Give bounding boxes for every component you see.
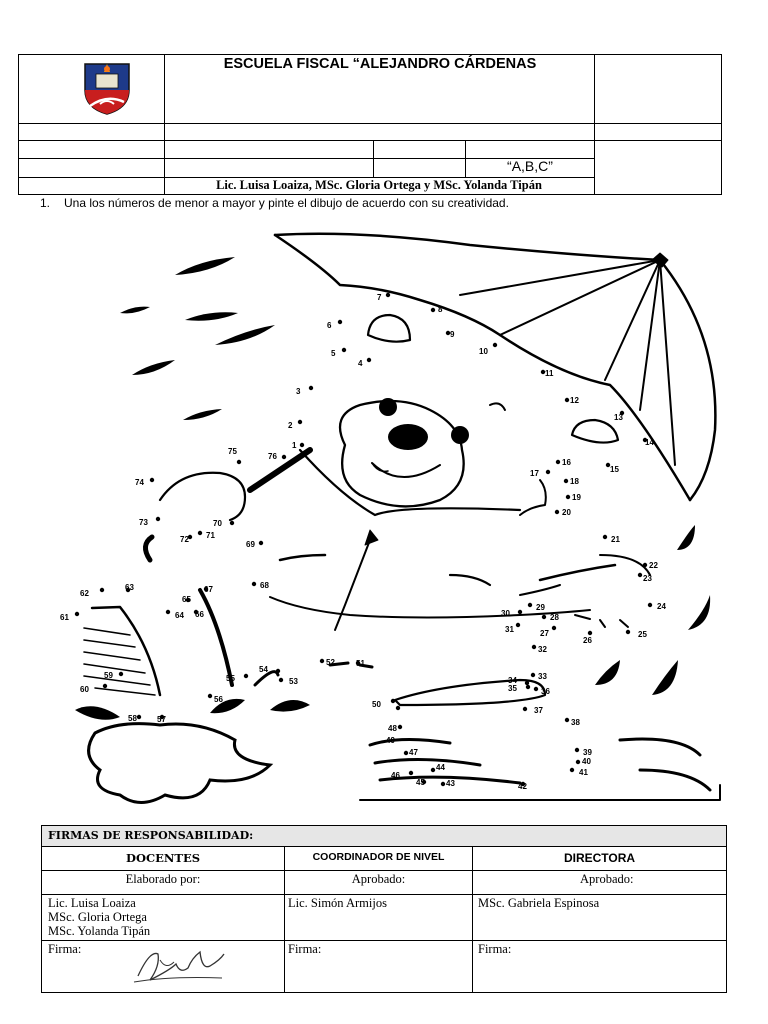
dot-label: 70 xyxy=(213,519,222,528)
dot-label: 18 xyxy=(570,477,579,486)
dot-point xyxy=(409,771,413,775)
splash xyxy=(270,700,310,712)
dot-label: 12 xyxy=(570,396,579,405)
dot-point xyxy=(518,610,522,614)
dot-point xyxy=(566,495,570,499)
header-divider xyxy=(594,54,595,195)
dot-point xyxy=(575,748,579,752)
parallels-label: “A,B,C” xyxy=(507,158,553,174)
dot-label: 49 xyxy=(386,736,395,745)
dot-label: 46 xyxy=(391,771,400,780)
raindrop xyxy=(183,409,222,420)
docente-name: MSc. Yolanda Tipán xyxy=(48,924,151,938)
dot-point xyxy=(565,398,569,402)
dot-label: 39 xyxy=(583,748,592,757)
docente-name: MSc. Gloria Ortega xyxy=(48,910,147,924)
dot-point xyxy=(198,531,202,535)
authors-line: Lic. Luisa Loaiza, MSc. Gloria Ortega y MSc. Yolanda Tipán xyxy=(216,178,542,192)
dot-label: 17 xyxy=(530,469,539,478)
dot-label: 5 xyxy=(331,349,336,358)
dot-point xyxy=(396,706,400,710)
dot-label: 29 xyxy=(536,603,545,612)
dot-label: 24 xyxy=(657,602,666,611)
dot-point xyxy=(386,293,390,297)
dot-point xyxy=(523,707,527,711)
instruction-text: Una los números de menor a mayor y pinte el dibujo de acuerdo con su creatividad. xyxy=(64,196,509,210)
dot-label: 34 xyxy=(508,676,517,685)
dot-label: 63 xyxy=(125,583,134,592)
firma-label: Firma: xyxy=(478,942,512,956)
coordinador-name: Lic. Simón Armijos xyxy=(288,896,387,910)
dot-label: 22 xyxy=(649,561,658,570)
dot-label: 19 xyxy=(572,493,581,502)
instruction-number: 1. xyxy=(40,196,51,210)
dot-label: 40 xyxy=(582,757,591,766)
dot-label: 7 xyxy=(377,293,382,302)
directora-name: MSc. Gabriela Espinosa xyxy=(478,896,600,910)
dot-label: 9 xyxy=(450,330,455,339)
coat-fold xyxy=(620,620,628,627)
dot-point xyxy=(237,460,241,464)
docente-name: Lic. Luisa Loaiza xyxy=(48,896,136,910)
dot-point xyxy=(431,308,435,312)
dot-point xyxy=(298,420,302,424)
raindrop xyxy=(652,660,678,695)
puddle-ripple xyxy=(375,759,480,765)
dot-point xyxy=(532,645,536,649)
dot-label: 48 xyxy=(388,724,397,733)
dot-point xyxy=(555,510,559,514)
splash xyxy=(75,706,120,719)
dot-label: 16 xyxy=(562,458,571,467)
bear-paw xyxy=(160,473,245,520)
bear-brow xyxy=(490,403,505,410)
dot-point xyxy=(309,386,313,390)
coat-fold xyxy=(600,620,605,627)
dot-label: 74 xyxy=(135,478,144,487)
dot-point xyxy=(391,699,395,703)
dot-label: 76 xyxy=(268,452,277,461)
dot-label: 25 xyxy=(638,630,647,639)
coat-fold xyxy=(540,565,615,580)
dot-label: 20 xyxy=(562,508,571,517)
dot-point xyxy=(338,320,342,324)
dot-label: 33 xyxy=(538,672,547,681)
boot xyxy=(395,680,545,705)
dot-label: 58 xyxy=(128,714,137,723)
firma-label: Firma: xyxy=(288,942,322,956)
bear-mouth xyxy=(372,463,440,477)
dot-label: 64 xyxy=(175,611,184,620)
dot-point xyxy=(156,517,160,521)
dot-point xyxy=(603,535,607,539)
raindrop xyxy=(120,307,150,314)
umbrella-handle xyxy=(250,450,310,490)
dot-point xyxy=(398,725,402,729)
dot-label: 21 xyxy=(611,535,620,544)
dot-point xyxy=(320,659,324,663)
dot-label: 65 xyxy=(182,595,191,604)
dot-point xyxy=(638,573,642,577)
umbrella-tip xyxy=(652,253,668,267)
dot-label: 2 xyxy=(288,421,293,430)
dot-point xyxy=(576,760,580,764)
umbrella-edge xyxy=(275,235,500,335)
coat-fold xyxy=(450,575,490,585)
dot-label: 35 xyxy=(508,684,517,693)
raindrop xyxy=(688,595,710,630)
bucket-line xyxy=(84,676,150,685)
sig-divider xyxy=(41,894,727,895)
dot-label: 67 xyxy=(204,585,213,594)
role-directora: Aprobado: xyxy=(580,872,634,886)
dot-label: 72 xyxy=(180,535,189,544)
dot-label: 75 xyxy=(228,447,237,456)
dot-label: 53 xyxy=(289,677,298,686)
dot-label: 42 xyxy=(518,782,527,791)
dot-point xyxy=(300,443,304,447)
dot-point xyxy=(367,358,371,362)
handle-curve xyxy=(145,537,152,560)
dot-label: 51 xyxy=(356,659,365,668)
bucket-line xyxy=(84,652,140,660)
coat-fold xyxy=(575,615,590,619)
dot-point xyxy=(137,715,141,719)
dot-label: 59 xyxy=(104,671,113,680)
dot-label: 28 xyxy=(550,613,559,622)
dot-point xyxy=(564,479,568,483)
dot-point xyxy=(342,348,346,352)
bear-nose xyxy=(388,424,428,450)
coat-fold xyxy=(280,555,325,560)
dot-label: 27 xyxy=(540,629,549,638)
dot-point xyxy=(208,694,212,698)
column-heading-directora: DIRECTORA xyxy=(563,851,636,865)
dot-to-dot-drawing xyxy=(0,215,768,815)
raindrop xyxy=(677,525,695,550)
raindrop xyxy=(175,257,235,275)
dot-point xyxy=(525,681,529,685)
dot-point xyxy=(103,684,107,688)
signature-title: FIRMAS DE RESPONSABILIDAD: xyxy=(42,826,726,846)
dot-label: 6 xyxy=(327,321,332,330)
dot-point xyxy=(556,460,560,464)
header-divider xyxy=(18,123,722,124)
dot-label: 62 xyxy=(80,589,89,598)
dot-point xyxy=(252,582,256,586)
instruction xyxy=(40,196,509,210)
dot-label: 38 xyxy=(571,718,580,727)
puddle-edge xyxy=(360,785,720,800)
dot-label: 41 xyxy=(579,768,588,777)
bucket-line xyxy=(95,688,155,695)
dot-point xyxy=(259,541,263,545)
sig-divider xyxy=(41,846,727,847)
school-crest-logo xyxy=(82,60,132,116)
puddle-ripple xyxy=(620,739,700,755)
dot-label: 8 xyxy=(438,305,443,314)
bucket-line xyxy=(84,664,145,673)
dot-label: 26 xyxy=(583,636,592,645)
dot-point xyxy=(528,603,532,607)
dot-point xyxy=(119,672,123,676)
raindrop xyxy=(215,325,275,345)
dot-label: 66 xyxy=(195,610,204,619)
dot-point xyxy=(279,678,283,682)
coat-fold xyxy=(520,585,560,595)
dot-point xyxy=(441,782,445,786)
bear-cheek xyxy=(520,480,546,515)
dot-point xyxy=(534,687,538,691)
dot-point xyxy=(100,588,104,592)
dot-point xyxy=(282,455,286,459)
splash-puddle xyxy=(89,724,270,803)
dot-label: 1 xyxy=(292,441,297,450)
umbrella-outline xyxy=(275,234,660,260)
header-divider xyxy=(18,140,722,141)
dot-point xyxy=(276,669,280,673)
dot-point xyxy=(516,623,520,627)
dot-label: 68 xyxy=(260,581,269,590)
dot-point xyxy=(643,563,647,567)
bear-ear xyxy=(572,420,618,443)
column-heading-docentes: DOCENTES xyxy=(125,851,201,865)
dot-label: 43 xyxy=(446,779,455,788)
dot-label: 60 xyxy=(80,685,89,694)
sig-divider xyxy=(41,870,727,871)
dot-label: 69 xyxy=(246,540,255,549)
column-heading-coordinador: COORDINADOR DE NIVEL xyxy=(312,851,445,863)
puddle-ripple xyxy=(640,770,710,790)
dot-label: 55 xyxy=(226,674,235,683)
dot-label: 61 xyxy=(60,613,69,622)
dot-label: 13 xyxy=(614,413,623,422)
dot-point xyxy=(552,626,556,630)
dot-label: 47 xyxy=(409,748,418,757)
dot-point xyxy=(588,631,592,635)
dot-point xyxy=(404,751,408,755)
dot-label: 11 xyxy=(545,369,554,378)
dot-label: 56 xyxy=(214,695,223,704)
sig-divider xyxy=(472,846,473,993)
bear-leg-line xyxy=(200,590,232,685)
school-name: ESCUELA FISCAL “ALEJANDRO CÁRDENAS xyxy=(223,56,537,72)
dot-label: 52 xyxy=(326,658,335,667)
dot-label: 30 xyxy=(501,609,510,618)
raindrop xyxy=(185,312,238,320)
umbrella-edge xyxy=(500,335,690,500)
sig-divider xyxy=(284,846,285,993)
dot-label: 50 xyxy=(372,700,381,709)
raindrop xyxy=(595,660,620,685)
role-coordinador: Aprobado: xyxy=(351,872,406,886)
header-divider xyxy=(164,54,165,195)
dot-point xyxy=(542,615,546,619)
puddle-ripple xyxy=(370,739,450,745)
dot-point xyxy=(626,630,630,634)
dot-label: 54 xyxy=(259,665,268,674)
bear-eye xyxy=(451,426,469,444)
dot-label: 73 xyxy=(139,518,148,527)
bucket-line xyxy=(84,628,130,635)
dot-point xyxy=(546,470,550,474)
dot-label: 15 xyxy=(610,465,619,474)
dot-label: 32 xyxy=(538,645,547,654)
dot-label: 4 xyxy=(358,359,363,368)
dot-point xyxy=(166,610,170,614)
bear-eye xyxy=(379,398,397,416)
dot-point xyxy=(75,612,79,616)
bear-ear xyxy=(368,315,410,342)
dot-point xyxy=(531,673,535,677)
dot-label: 57 xyxy=(157,715,166,724)
bear-muzzle xyxy=(340,401,464,506)
dot-point xyxy=(526,685,530,689)
dot-label: 71 xyxy=(206,531,215,540)
dot-point xyxy=(244,674,248,678)
firma-label: Firma: xyxy=(48,942,82,956)
dot-label: 3 xyxy=(296,387,301,396)
raindrop xyxy=(132,360,175,375)
dot-point xyxy=(570,768,574,772)
dot-point xyxy=(431,768,435,772)
dot-label: 10 xyxy=(479,347,488,356)
dot-point xyxy=(230,521,234,525)
umbrella-rib xyxy=(460,260,660,295)
dot-point xyxy=(648,603,652,607)
dot-point xyxy=(150,478,154,482)
dot-label: 37 xyxy=(534,706,543,715)
dot-label: 23 xyxy=(643,574,652,583)
dot-label: 45 xyxy=(416,778,425,787)
dot-label: 44 xyxy=(436,763,445,772)
dot-label: 36 xyxy=(541,687,550,696)
bucket-line xyxy=(84,640,135,647)
umbrella-rib xyxy=(500,260,660,335)
role-docentes: Elaborado por: xyxy=(125,872,201,886)
dot-point xyxy=(493,343,497,347)
dot-label: 31 xyxy=(505,625,514,634)
zipper-pull xyxy=(365,530,378,545)
dot-label: 14 xyxy=(645,438,654,447)
handwritten-signature xyxy=(130,940,230,988)
umbrella-rib xyxy=(660,260,675,465)
dot-point xyxy=(565,718,569,722)
